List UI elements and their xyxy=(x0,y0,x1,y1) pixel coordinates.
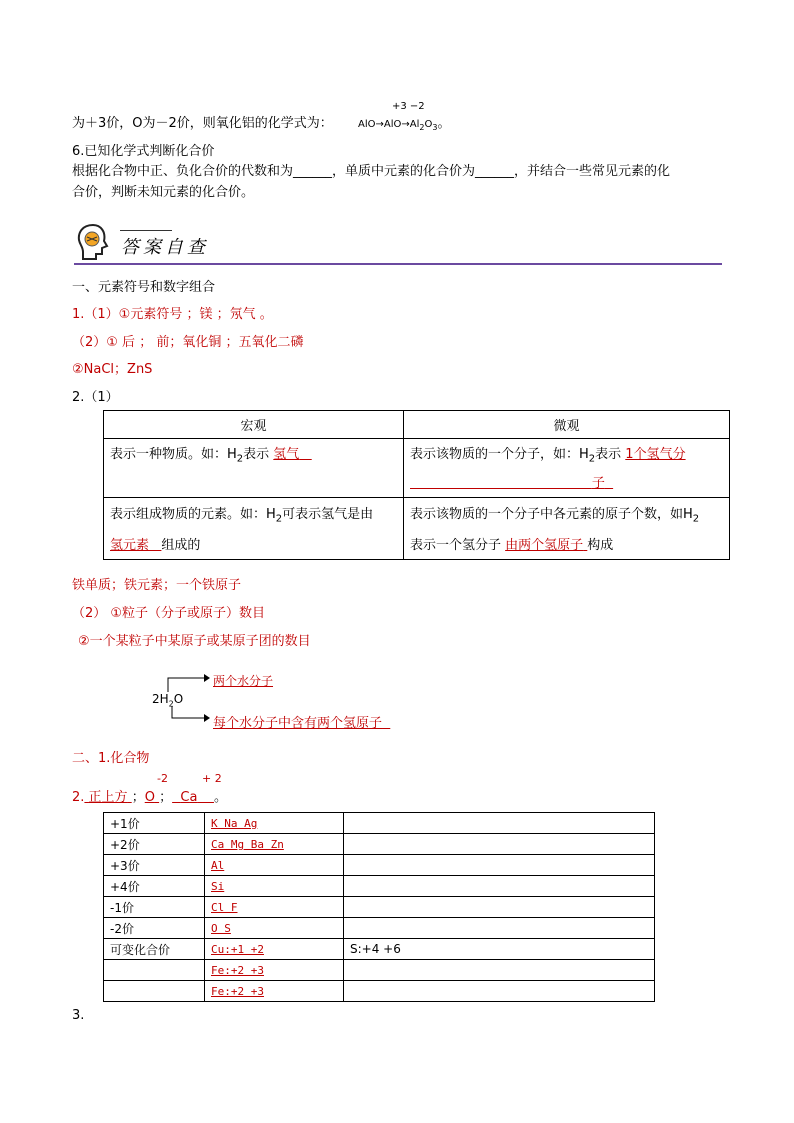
valence-row xyxy=(104,939,655,960)
r1c1-text2: 表示 xyxy=(243,447,274,462)
valence-extra xyxy=(344,855,655,876)
valence-extra: S:+4 +6 xyxy=(344,939,655,960)
valence-row xyxy=(104,981,655,1002)
r1c2-sub: 2 xyxy=(588,453,596,465)
q1-answer1: 1.（1）①元素符号 ；镁 ；氖气 。 xyxy=(72,307,273,322)
valence-label: 可变化合价 xyxy=(104,939,205,960)
valence-extra xyxy=(344,918,655,939)
q2-a: a xyxy=(189,790,198,805)
head-bulb-icon xyxy=(74,222,112,262)
valence-elements xyxy=(205,876,344,897)
q2-line xyxy=(72,786,227,805)
diagram-top-label: 两个水分子 xyxy=(213,674,274,688)
r1c2-answer1: 1个氢气分 xyxy=(625,447,686,462)
q2-c-sup: + 2 xyxy=(202,772,222,785)
macro-micro-table xyxy=(103,410,730,560)
banner-title: 答案自查 xyxy=(121,237,209,257)
iron-answer: 铁单质；铁元素；一个铁原子 xyxy=(72,578,242,593)
valence-extra xyxy=(344,834,655,855)
r1c1-text: 表示一种物质。如：H xyxy=(110,447,237,462)
valence-label: +3价 xyxy=(104,855,205,876)
r2c2-answer: 由两个氢原子 xyxy=(505,537,584,553)
q2-label: 2.（1） xyxy=(72,390,119,405)
valence-elements xyxy=(205,960,344,981)
diagram-formula-o: O xyxy=(173,692,184,706)
valence-elements-text: Si xyxy=(211,880,225,893)
formula-end: 。 xyxy=(437,116,451,131)
q2-2b: ②一个某粒子中某原子或某原子团的数目 xyxy=(78,634,311,649)
r2c1-text3: 组成的 xyxy=(161,537,201,553)
item6-line1: 根据化合物中正、负化合价的代数和为______，单质中元素的化合价为______，并结合一些常见元素的化 xyxy=(72,164,671,179)
formula-sub2: 2 xyxy=(419,123,425,132)
valence-label: +4价 xyxy=(104,876,205,897)
valence-elements-text: Cl F xyxy=(211,901,238,914)
r1c1-answer: 氢气 xyxy=(273,447,300,462)
valence-extra xyxy=(344,813,655,834)
formula-b: AlO xyxy=(383,119,402,130)
q2-prefix: 2. xyxy=(72,790,85,805)
r2c2-sub: 2 xyxy=(692,513,700,525)
q2-o: O xyxy=(144,790,155,805)
diagram-bottom-text: 每个水分子中含有两个氢原子 xyxy=(213,716,383,731)
formula-sub3: 3 xyxy=(432,123,438,132)
valence-row xyxy=(104,918,655,939)
cell-micro-2 xyxy=(404,498,730,560)
valence-label xyxy=(104,960,205,981)
q1-line2: （2）① 后 ； 前；氧化铜 ；五氧化二磷 xyxy=(72,335,304,350)
q2-end: 。 xyxy=(213,790,227,805)
item6-title: 6.已知化学式判断化合价 xyxy=(72,144,215,159)
valence-row xyxy=(104,834,655,855)
diagram-formula-main: 2H xyxy=(152,692,169,706)
cell-macro-1 xyxy=(104,439,404,498)
formula-superscript xyxy=(392,101,425,112)
q2-sep2: ； xyxy=(159,790,173,805)
valence-elements xyxy=(205,834,344,855)
valence-elements-text: Cu:+1 +2 xyxy=(211,943,264,956)
r1c2-answer2: 子 xyxy=(591,475,605,491)
q2-answer1: 正上方 xyxy=(88,790,128,805)
valence-table xyxy=(103,812,655,1002)
formula-o: O xyxy=(424,119,433,130)
q2-2a: （2） ①粒子（分子或原子）数目 xyxy=(72,606,266,621)
r2c1-text: 表示组成物质的元素。如：H xyxy=(110,507,276,522)
valence-elements-text: K Na Ag xyxy=(211,817,258,830)
r1c1-sub: 2 xyxy=(236,453,244,465)
valence-elements xyxy=(205,855,344,876)
formula-prefix: 为＋3价，O为－2价，则氧化铝的化学式为： xyxy=(72,116,333,131)
valence-row xyxy=(104,960,655,981)
valence-elements-text: O S xyxy=(211,922,231,935)
q2-sep1: ； xyxy=(131,790,145,805)
formula-expression xyxy=(358,112,450,132)
q2-o-sup: -2 xyxy=(157,772,168,785)
header-macro: 宏观 xyxy=(104,411,404,439)
r2c2-text3: 构成 xyxy=(587,537,614,553)
diagram-formula-sub: 2 xyxy=(168,699,174,709)
valence-extra xyxy=(344,981,655,1002)
cell-macro-2 xyxy=(104,498,404,560)
valence-extra xyxy=(344,897,655,918)
r1c2-text2: 表示 xyxy=(595,447,626,462)
formula-c: →Al xyxy=(401,119,420,130)
q3-label: 3. xyxy=(72,1008,85,1023)
valence-extra xyxy=(344,876,655,897)
valence-marks: +3 −2 xyxy=(392,101,425,112)
item6-line2: 合价，判断未知元素的化合价。 xyxy=(72,185,255,200)
valence-label: -1价 xyxy=(104,897,205,918)
valence-label xyxy=(104,981,205,1002)
valence-row xyxy=(104,897,655,918)
valence-label: -2价 xyxy=(104,918,205,939)
q2-c: C xyxy=(180,790,190,805)
r2c1-sub: 2 xyxy=(275,513,283,525)
line-formula xyxy=(72,112,333,131)
banner-rule xyxy=(74,263,722,265)
valence-label: +1价 xyxy=(104,813,205,834)
r2c2-text: 表示该物质的一个分子中各元素的原子个数，如H xyxy=(410,507,693,522)
cell-micro-1 xyxy=(404,439,730,498)
valence-elements-text: Al xyxy=(211,859,225,872)
valence-row xyxy=(104,855,655,876)
valence-elements-text: Ca Mg Ba Zn xyxy=(211,838,284,851)
valence-elements xyxy=(205,939,344,960)
formula-a: AlO→ xyxy=(358,119,384,130)
q1-line1 xyxy=(72,303,273,322)
r2c1-answer: 氢元素 xyxy=(110,537,150,553)
valence-elements-text: Fe:+2 +3 xyxy=(211,964,264,977)
valence-elements xyxy=(205,813,344,834)
r2c2-text2: 表示一个氢分子 xyxy=(410,537,506,553)
r2c1-text2: 可表示氢气是由 xyxy=(282,507,374,522)
valence-extra xyxy=(344,960,655,981)
valence-label: +2价 xyxy=(104,834,205,855)
header-micro: 微观 xyxy=(404,411,730,439)
valence-elements-text: Fe:+2 +3 xyxy=(211,985,264,998)
section2-heading: 二、1.化合物 xyxy=(72,751,150,766)
q1-line3: ②NaCl；ZnS xyxy=(72,362,153,377)
valence-row xyxy=(104,876,655,897)
valence-row xyxy=(104,813,655,834)
banner-accent-line xyxy=(120,230,172,231)
valence-elements xyxy=(205,918,344,939)
diagram-arrows xyxy=(160,670,220,725)
section1-heading: 一、元素符号和数字组合 xyxy=(72,280,216,295)
valence-elements xyxy=(205,981,344,1002)
diagram-bottom-label xyxy=(213,712,390,731)
valence-elements xyxy=(205,897,344,918)
r1c2-text: 表示该物质的一个分子，如：H xyxy=(410,447,589,462)
